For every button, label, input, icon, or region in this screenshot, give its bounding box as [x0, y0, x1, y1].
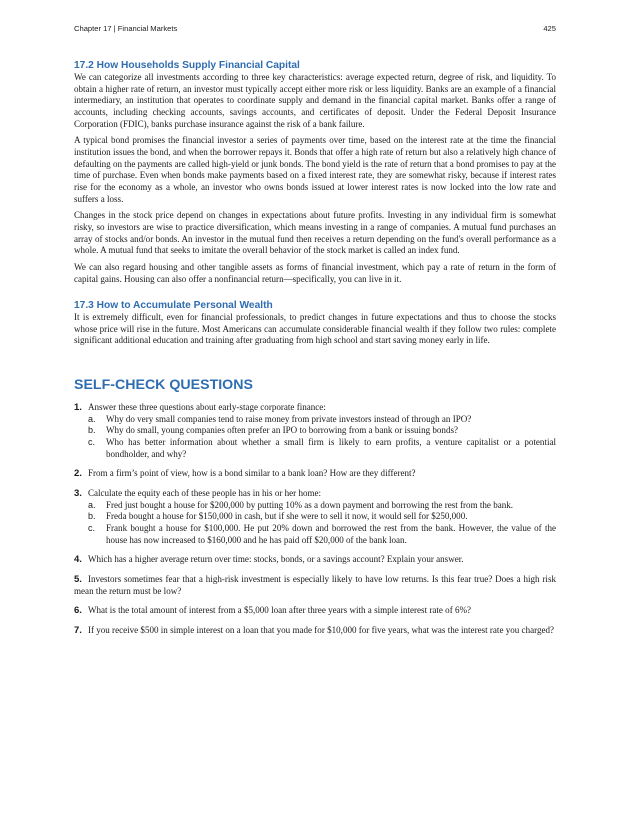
question-item: [74, 574, 556, 597]
sub-question: [74, 425, 556, 437]
sub-question-text: Why do small, young companies often prefer an IPO to borrowing from a bank or issuing bonds?: [106, 425, 459, 436]
section-17-3-title: 17.3 How to Accumulate Personal Wealth: [74, 300, 273, 312]
sub-question-letter: c.: [88, 437, 96, 448]
question-item: [74, 605, 556, 617]
sub-question-letter: a.: [88, 413, 96, 424]
self-check-title: SELF-CHECK QUESTIONS: [74, 377, 253, 394]
sub-question-letter: b.: [88, 425, 96, 436]
question-number: 4.: [74, 554, 82, 566]
page-content: [74, 60, 556, 637]
paragraph: A typical bond promises the financial investor a series of payments over time, based on the interest rate at the time the financial institution issues the bond, and when the borrower repays it. Bonds that offer a high rate of return but also a relatively high chance of defaulting on the payments are called high-yield or junk bonds. The bond yield is the rate of return that a bond promises to pay at the time of purchase. Even when bonds make payments based on a fixed interest rate, they are somewhat risky, because if interest rates rise for the economy as a whole, an investor who owns bonds issued at lower interest rates is now locked into the low rate and suffers a loss.: [74, 135, 556, 204]
sub-question-list: [74, 500, 556, 547]
question-text: Answer these three questions about early-stage corporate finance:: [87, 402, 326, 413]
question-item: [74, 488, 556, 546]
question-number: 5.: [74, 574, 82, 585]
question-text: Calculate the equity each of these people has in his or her home:: [87, 488, 322, 499]
paragraph: We can categorize all investments according to three key characteristics: average expected return, degree of risk, and liquidity. To obtain a higher rate of return, an investor must typically accept either more risk or less liquidity. Banks are an example of a financial intermediary, an institution that operates to coordinate supply and demand in the financial capital market. Banks offer a range of accounts, including checking accounts, savings accounts, and certificates of deposit. Under the Federal Deposit Insurance Corporation (FDIC), banks purchase insurance against the risk of a bank failure.: [74, 72, 556, 129]
chapter-label: Chapter 17 | Financial Markets: [74, 24, 178, 33]
question-number: 7.: [74, 624, 82, 636]
question-text: If you receive $500 in simple interest on a loan that you made for $10,000 for five years, what was the interest rate you charged?: [87, 624, 555, 635]
page-number: 425: [543, 24, 556, 33]
sub-question: [74, 414, 556, 426]
paragraph: Changes in the stock price depend on changes in expectations about future profits. Investing in any individual firm is somewhat risky, so investors are wise to practice diversification, which means investing in a range of companies. A mutual fund purchases an array of stocks and/or bonds. An investor in the mutual fund then receives a return depending on the fund's overall performance as a whole. A mutual fund that seeks to imitate the overall behavior of the stock market is called an index fund.: [74, 210, 556, 256]
question-number: 6.: [74, 605, 82, 617]
sub-question-text: Freda bought a house for $150,000 in cash, but if she were to sell it now, it would sell for $250,000.: [106, 511, 468, 522]
question-list: [74, 402, 556, 637]
section-17-2-title: 17.2 How Households Supply Financial Capital: [74, 60, 300, 71]
sub-question-text: Frank bought a house for $100,000. He put 20% down and borrowed the rest from the bank. However, the value of the house has now increased to $160,000 and he has paid off $20,000 of the bank loan.: [106, 523, 556, 545]
question-item: [74, 625, 556, 637]
sub-question: [74, 523, 556, 546]
question-number: 2.: [74, 468, 82, 480]
sub-question-letter: a.: [88, 499, 96, 510]
question-text: From a firm’s point of view, how is a bond similar to a bank loan? How are they different?: [87, 468, 416, 479]
sub-question-list: [74, 414, 556, 461]
question-number: 1.: [74, 402, 82, 414]
question-number: 3.: [74, 488, 82, 500]
question-item: [74, 468, 556, 480]
sub-question-letter: c.: [88, 523, 96, 534]
question-item: [74, 402, 556, 460]
sub-question: [74, 511, 556, 523]
sub-question-text: Who has better information about whether a small firm is likely to earn profits, a venture capitalist or a potential bondholder, and why?: [106, 437, 556, 459]
sub-question-text: Why do very small companies tend to raise money from private investors instead of through an IPO?: [106, 413, 472, 424]
sub-question: [74, 437, 556, 460]
question-text: What is the total amount of interest from a $5,000 loan after three years with a simple interest rate of 6%?: [87, 605, 472, 616]
paragraph: We can also regard housing and other tangible assets as forms of financial investment, which pay a rate of return in the form of capital gains. Housing can also offer a nonfinancial return—specifically, you can live in it.: [74, 261, 556, 284]
sub-question-letter: b.: [88, 511, 96, 522]
paragraph: It is extremely difficult, even for financial professionals, to predict changes in future expectations and thus to choose the stocks whose price will rise in the future. Most Americans can accumulate considerable financial wealth if they follow two rules: complete significant additional education and training after graduating from high school and start saving money early in life.: [74, 312, 556, 346]
page-header: [74, 24, 556, 33]
question-text: Which has a higher average return over time: stocks, bonds, or a savings account? Explain your answer.: [87, 554, 464, 565]
question-text: Investors sometimes fear that a high-risk investment is especially likely to have low returns. Is this fear true? Does a high risk mean the return must be low?: [74, 574, 556, 596]
sub-question-text: Fred just bought a house for $200,000 by putting 10% as a down payment and borrowing the rest from the bank.: [106, 499, 514, 510]
question-item: [74, 554, 556, 566]
sub-question: [74, 500, 556, 512]
